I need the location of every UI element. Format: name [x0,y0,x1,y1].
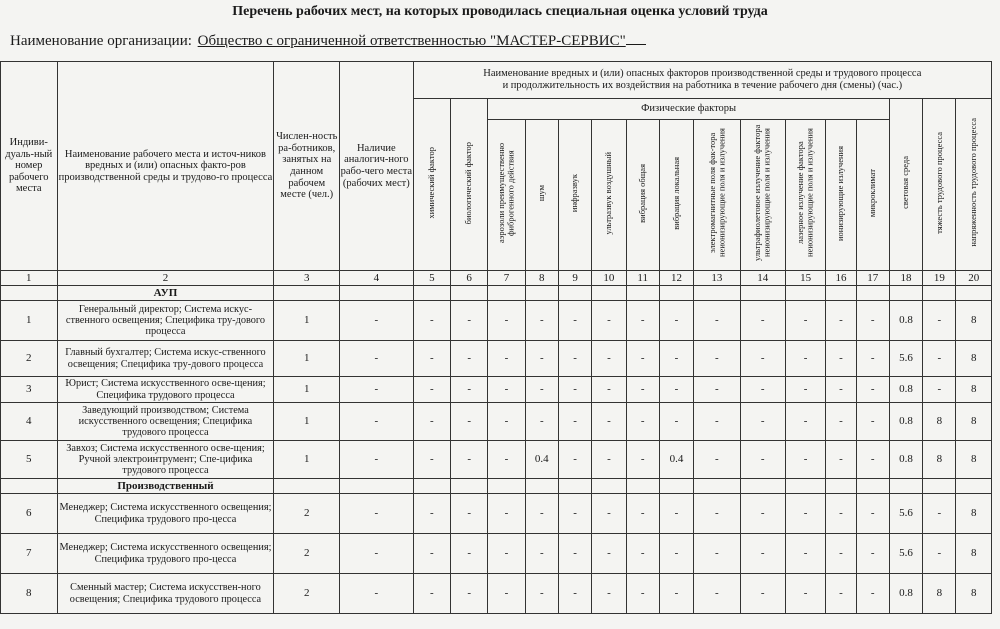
factor-value: - [488,341,525,377]
factor-header [488,120,525,271]
factor-value: - [558,441,591,479]
factor-label: электромагнитные поля фак-тора неионизирующие поля и излучения [706,128,726,258]
factor-label: вибрация общая [637,163,648,223]
factor-value: 5.6 [889,534,922,574]
factor-value: - [525,494,558,534]
factor-value: 0.8 [889,301,922,341]
factor-value: 8 [923,441,956,479]
factor-value: 8 [956,534,992,574]
workplace-id: 2 [1,341,58,377]
section-cell [856,479,889,494]
column-number: 3 [274,271,340,286]
table-row [1,403,992,441]
factor-header [659,120,693,271]
factor-value: - [592,441,626,479]
factor-value: - [826,494,856,534]
workplace-id: 6 [1,494,58,534]
workers-count: 1 [274,403,340,441]
workplace-name: Генеральный директор; Система искус-ственного освещения; Специфика тру-дового процесса [57,301,274,341]
column-number: 15 [785,271,825,286]
factor-value: - [740,403,785,441]
factor-value: 5.6 [889,341,922,377]
section-cell [956,479,992,494]
analog-workplace: - [340,441,414,479]
column-number: 17 [856,271,889,286]
workplaces-table [0,61,992,614]
factor-value: - [856,574,889,614]
factor-value: - [826,534,856,574]
factor-value: - [626,301,659,341]
workplace-id: 3 [1,377,58,403]
header-col4: Наличие аналогич-ного рабо-чего места (рабочих мест) [340,62,414,271]
factor-value: 8 [956,341,992,377]
factor-value: - [592,494,626,534]
factor-value: 0.8 [889,377,922,403]
factor-value: - [923,494,956,534]
factor-value: - [488,534,525,574]
factor-label: шум [536,185,547,202]
factor-value: - [659,377,693,403]
workplace-id: 4 [1,403,58,441]
section-cell [785,286,825,301]
table-row [1,377,992,403]
factor-value: - [826,403,856,441]
section-cell [956,286,992,301]
factor-value: - [558,574,591,614]
table-row [1,341,992,377]
factor-value: - [740,301,785,341]
workplace-id: 5 [1,441,58,479]
factor-header [451,99,488,271]
factor-value: - [826,377,856,403]
factor-value: - [694,494,740,534]
column-number: 16 [826,271,856,286]
workplace-name: Юрист; Система искусственного осве-щения; Специфика трудового процесса [57,377,274,403]
factor-value: - [923,341,956,377]
factor-value: - [451,441,488,479]
factor-value: 0.8 [889,574,922,614]
section-cell [451,479,488,494]
factor-value: - [740,377,785,403]
factor-value: - [525,534,558,574]
section-name: Производственный [57,479,274,494]
factor-value: - [785,301,825,341]
factor-value: - [488,301,525,341]
factor-value: - [856,441,889,479]
factor-value: - [488,377,525,403]
factor-value: - [856,494,889,534]
column-number: 8 [525,271,558,286]
factor-value: - [451,534,488,574]
factor-label: ионизирующие излучения [835,145,846,241]
factor-value: - [488,441,525,479]
factor-label: ультразвук воздушный [603,152,614,235]
factor-value: - [558,494,591,534]
table-row [1,441,992,479]
section-cell [626,479,659,494]
factor-value: - [694,534,740,574]
factor-value: - [626,441,659,479]
factor-header [413,99,450,271]
factor-label: микроклимат [867,169,878,218]
section-cell [340,286,414,301]
section-cell [1,479,58,494]
section-cell [923,479,956,494]
section-cell [488,286,525,301]
section-cell [558,286,591,301]
section-row [1,286,992,301]
factor-label: лазерное излучение фактора неионизирующие поля и излучения [795,128,815,258]
factor-value: - [826,301,856,341]
section-cell [856,286,889,301]
factor-value: 8 [923,574,956,614]
column-number: 1 [1,271,58,286]
factor-value: - [694,377,740,403]
factor-value: - [694,574,740,614]
factor-value: - [740,534,785,574]
workplace-id: 8 [1,574,58,614]
factor-value: - [785,441,825,479]
factor-label: напряженность трудового процесса [968,118,979,248]
factor-value: - [626,494,659,534]
analog-workplace: - [340,494,414,534]
factor-header [826,120,856,271]
header-row [1,62,992,99]
workplace-name: Сменный мастер; Система искусствен-ного освещения; Специфика трудового процесса [57,574,274,614]
workplace-name: Менеджер; Система искусственного освещения; Специфика трудового про-цесса [57,534,274,574]
factor-header [740,120,785,271]
factor-value: - [488,494,525,534]
workplace-id: 1 [1,301,58,341]
factor-value: - [451,377,488,403]
column-number: 14 [740,271,785,286]
factor-value: 8 [956,403,992,441]
column-number: 10 [592,271,626,286]
column-number: 19 [923,271,956,286]
factor-value: - [525,301,558,341]
factor-value: - [785,403,825,441]
table-row [1,301,992,341]
factor-value: 8 [956,494,992,534]
factor-value: 0.8 [889,403,922,441]
factor-value: - [659,301,693,341]
section-name: АУП [57,286,274,301]
factor-header [558,120,591,271]
factor-value: - [558,341,591,377]
factor-label: световая среда [900,156,911,210]
factor-value: - [558,377,591,403]
column-number: 4 [340,271,414,286]
factor-label: аэрозоли преимущественно фиброгенного действия [496,143,516,244]
factor-label: ультрафиолетовое излучение фактора неионизирующие поля и излучения [752,125,772,262]
factor-header [889,99,922,271]
factor-value: - [592,534,626,574]
workers-count: 1 [274,341,340,377]
workers-count: 2 [274,534,340,574]
section-cell [525,479,558,494]
column-number: 7 [488,271,525,286]
factor-value: - [785,341,825,377]
workplace-name: Заведующий производством; Система искусственного освещения; Специфика трудового процесса [57,403,274,441]
factor-header [626,120,659,271]
factor-value: 8 [923,403,956,441]
section-row [1,479,992,494]
factor-value: - [785,574,825,614]
header-col1: Индиви-дуаль-ный номер рабочего места [1,62,58,271]
document-title: Перечень рабочих мест, на которых проводилась специальная оценка условий труда [232,4,768,19]
factor-value: - [558,301,591,341]
factor-value: - [856,341,889,377]
factor-value: 5.6 [889,494,922,534]
factor-value: 8 [956,301,992,341]
workers-count: 1 [274,441,340,479]
section-cell [451,286,488,301]
factor-value: - [694,301,740,341]
section-cell [626,286,659,301]
factor-value: - [451,574,488,614]
section-cell [413,479,450,494]
column-number: 18 [889,271,922,286]
organization-label: Наименование организации: [10,33,192,49]
factor-value: - [785,377,825,403]
analog-workplace: - [340,301,414,341]
factor-label: вибрация локальная [670,156,681,230]
factor-value: - [694,441,740,479]
factor-value: 0.8 [889,441,922,479]
column-number-row [1,271,992,286]
factor-value: - [856,377,889,403]
factor-value: - [592,574,626,614]
factor-value: - [413,494,450,534]
factor-value: - [558,403,591,441]
factor-value: - [826,441,856,479]
section-cell [923,286,956,301]
factor-value: - [451,341,488,377]
factors-title-line1: Наименование вредных и (или) опасных факторов производственной среды и трудового процесса [483,68,922,80]
factor-value: - [826,341,856,377]
analog-workplace: - [340,574,414,614]
workers-count: 1 [274,301,340,341]
factor-header [785,120,825,271]
factor-value: - [413,441,450,479]
section-cell [659,479,693,494]
factor-value: - [592,341,626,377]
section-cell [1,286,58,301]
factor-label: тяжесть трудового процесса [933,131,944,234]
factors-header [413,62,991,99]
column-number: 11 [626,271,659,286]
column-number: 9 [558,271,591,286]
factor-value: - [826,574,856,614]
factor-value: 8 [956,574,992,614]
section-cell [558,479,591,494]
section-cell [694,286,740,301]
factor-value: - [740,494,785,534]
factor-value: - [488,403,525,441]
section-cell [274,479,340,494]
organization-name: Общество с ограниченной ответственностью "МАСТЕР-СЕРВИС" [197,33,626,49]
factor-value: - [451,403,488,441]
factor-value: - [525,403,558,441]
section-cell [889,479,922,494]
section-cell [592,286,626,301]
factor-header [592,120,626,271]
factor-value: - [740,441,785,479]
physical-factors-header: Физические факторы [488,99,890,120]
factor-value: - [626,574,659,614]
factor-value: - [856,403,889,441]
factor-value: - [856,534,889,574]
factor-value: - [740,574,785,614]
factor-value: - [923,301,956,341]
factor-value: - [592,301,626,341]
factor-value: - [592,377,626,403]
factor-value: - [413,377,450,403]
section-cell [274,286,340,301]
factor-header [956,99,992,271]
factor-header [923,99,956,271]
factor-value: - [694,403,740,441]
organization-line [10,33,646,50]
section-cell [488,479,525,494]
factor-value: 8 [956,377,992,403]
factor-value: - [451,301,488,341]
factor-header [856,120,889,271]
factor-value: - [626,534,659,574]
factor-value: - [525,574,558,614]
factor-value: - [694,341,740,377]
analog-workplace: - [340,403,414,441]
section-cell [826,479,856,494]
factor-value: 0.4 [525,441,558,479]
section-cell [826,286,856,301]
analog-workplace: - [340,377,414,403]
factor-value: - [785,534,825,574]
section-cell [740,479,785,494]
factor-label: химический фактор [426,146,437,219]
section-cell [592,479,626,494]
workplace-name: Менеджер; Система искусственного освещения; Специфика трудового про-цесса [57,494,274,534]
factor-value: - [785,494,825,534]
column-number: 12 [659,271,693,286]
factor-value: - [413,574,450,614]
header-col3: Числен-ность ра-ботников, занятых на данном рабочем месте (чел.) [274,62,340,271]
factor-value: - [413,341,450,377]
factor-label: инфразвук [569,174,580,213]
factor-value: - [626,341,659,377]
workers-count: 2 [274,574,340,614]
workplace-name: Завхоз; Система искусственного осве-щения; Ручной электроинтрумент; Спе-цифика трудового процесса [57,441,274,479]
section-cell [525,286,558,301]
factor-value: - [488,574,525,614]
factor-value: - [413,534,450,574]
column-number: 13 [694,271,740,286]
section-cell [785,479,825,494]
factor-value: - [558,534,591,574]
section-cell [413,286,450,301]
analog-workplace: - [340,341,414,377]
factor-value: - [592,403,626,441]
table-row [1,494,992,534]
section-cell [340,479,414,494]
column-number: 6 [451,271,488,286]
factor-value: 0.4 [659,441,693,479]
factor-header [694,120,740,271]
workplace-id: 7 [1,534,58,574]
factor-value: - [923,534,956,574]
section-cell [740,286,785,301]
factor-value: - [413,301,450,341]
factor-value: - [856,301,889,341]
factor-value: - [659,403,693,441]
factor-value: - [659,534,693,574]
factor-value: - [525,341,558,377]
factor-label: биологический фактор [463,141,474,224]
section-cell [889,286,922,301]
factor-value: - [451,494,488,534]
analog-workplace: - [340,534,414,574]
section-cell [659,286,693,301]
workplace-name: Главный бухгалтер; Система искус-ственного освещения; Специфика тру-дового процесса [57,341,274,377]
factor-value: - [626,403,659,441]
factors-title-line2: и продолжительность их воздействия на работника в течение рабочего дня (смены) (час.) [502,80,903,91]
factor-value: - [659,494,693,534]
table-row [1,574,992,614]
factor-value: - [413,403,450,441]
column-number: 2 [57,271,274,286]
factor-value: - [659,574,693,614]
column-number: 20 [956,271,992,286]
factor-value: - [659,341,693,377]
workers-count: 2 [274,494,340,534]
column-number: 5 [413,271,450,286]
factor-value: - [525,377,558,403]
workers-count: 1 [274,377,340,403]
factor-value: - [626,377,659,403]
factor-header [525,120,558,271]
table-row [1,534,992,574]
factor-value: - [923,377,956,403]
header-col2: Наименование рабочего места и источ-ников вредных и (или) опасных факто-ров производственной среды и трудово-го процесса [57,62,274,271]
factor-value: - [740,341,785,377]
factor-value: 8 [956,441,992,479]
section-cell [694,479,740,494]
